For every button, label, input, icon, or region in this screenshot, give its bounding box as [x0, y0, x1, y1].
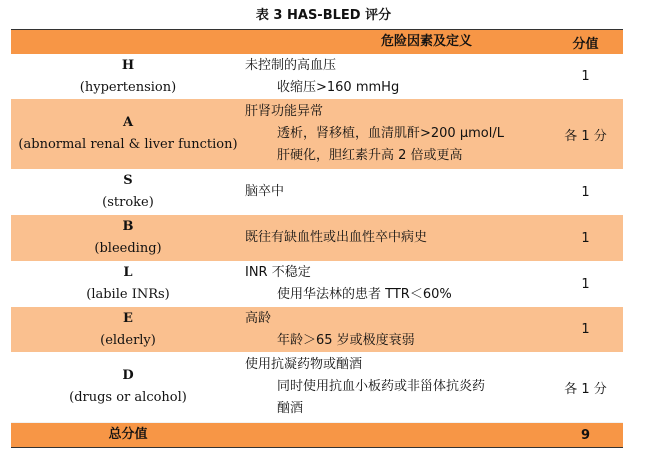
risk-letter: E — [123, 310, 133, 326]
definition-cell — [245, 352, 548, 422]
definition-sub: 肝硬化，胆红素升高 2 倍或更高 — [277, 148, 463, 163]
table-row — [11, 307, 623, 352]
definition-cell — [245, 169, 548, 215]
risk-letter: B — [122, 219, 134, 234]
table-body — [11, 54, 623, 422]
risk-name: (hypertension) — [79, 79, 177, 95]
risk-factor-cell — [11, 99, 245, 169]
total-row — [11, 422, 623, 448]
table-row — [11, 215, 623, 261]
risk-name: (drugs or alcohol) — [69, 390, 187, 405]
risk-name: (labile INRs) — [86, 287, 170, 302]
table-row — [11, 352, 623, 422]
definition-sub: 酗酒 — [277, 401, 304, 416]
has-bled-table — [11, 29, 623, 448]
risk-letter: D — [122, 368, 134, 383]
definition-main: 使用抗凝药物或酗酒 — [245, 357, 363, 372]
risk-factor-cell — [11, 215, 245, 261]
definition-sub: 使用华法林的患者 TTR＜60% — [277, 287, 452, 302]
definition-main: 脑卒中 — [245, 184, 285, 199]
definition-sub: 同时使用抗血小板药或非甾体抗炎药 — [277, 379, 486, 394]
risk-name: (abnormal renal & liver function) — [18, 137, 238, 152]
definition-main: 未控制的高血压 — [245, 57, 337, 73]
risk-letter: A — [122, 115, 134, 130]
definition-sub: 收缩压>160 mmHg — [277, 79, 400, 95]
score-cell: 1 — [581, 230, 590, 246]
definition-cell — [245, 307, 548, 352]
risk-letter: S — [123, 173, 133, 188]
score-cell: 1 — [581, 322, 590, 337]
table-row — [11, 169, 623, 215]
risk-factor-cell — [11, 307, 245, 352]
table-row — [11, 261, 623, 307]
risk-factor-cell — [11, 352, 245, 422]
definition-main: 肝肾功能异常 — [245, 104, 324, 119]
risk-name: (elderly) — [100, 332, 156, 348]
table-title: 表 3 HAS-BLED 评分 — [255, 8, 392, 23]
table-header — [11, 29, 623, 54]
score-cell: 各 1 分 — [564, 128, 607, 144]
score-cell: 1 — [581, 276, 590, 292]
header-factor: 危险因素及定义 — [380, 34, 472, 49]
definition-main: 既往有缺血性或出血性卒中病史 — [245, 230, 428, 245]
table-row — [11, 99, 623, 169]
risk-letter: L — [123, 265, 133, 280]
total-blank — [245, 423, 548, 447]
definition-sub: 透析，肾移植，血清肌酐>200 μmol/L — [277, 126, 504, 141]
score-cell: 1 — [581, 184, 590, 200]
risk-name: (stroke) — [102, 195, 154, 210]
definition-cell — [245, 99, 548, 169]
header-score: 分值 — [572, 36, 599, 52]
risk-letter: H — [121, 57, 135, 73]
definition-cell — [245, 215, 548, 261]
risk-factor-cell — [11, 169, 245, 215]
score-cell: 1 — [581, 69, 590, 84]
risk-factor-cell — [11, 54, 245, 99]
definition-sub: 年龄＞65 岁或极度衰弱 — [277, 332, 415, 348]
risk-factor-cell — [11, 261, 245, 307]
definition-main: INR 不稳定 — [245, 265, 311, 280]
definition-main: 高龄 — [245, 310, 272, 326]
definition-cell — [245, 261, 548, 307]
score-cell: 各 1 分 — [564, 381, 607, 397]
risk-name: (bleeding) — [94, 241, 162, 256]
definition-cell — [245, 54, 548, 99]
total-label: 总分值 — [108, 427, 148, 442]
table-row — [11, 54, 623, 99]
header-blank — [11, 30, 245, 54]
total-score: 9 — [580, 427, 591, 443]
